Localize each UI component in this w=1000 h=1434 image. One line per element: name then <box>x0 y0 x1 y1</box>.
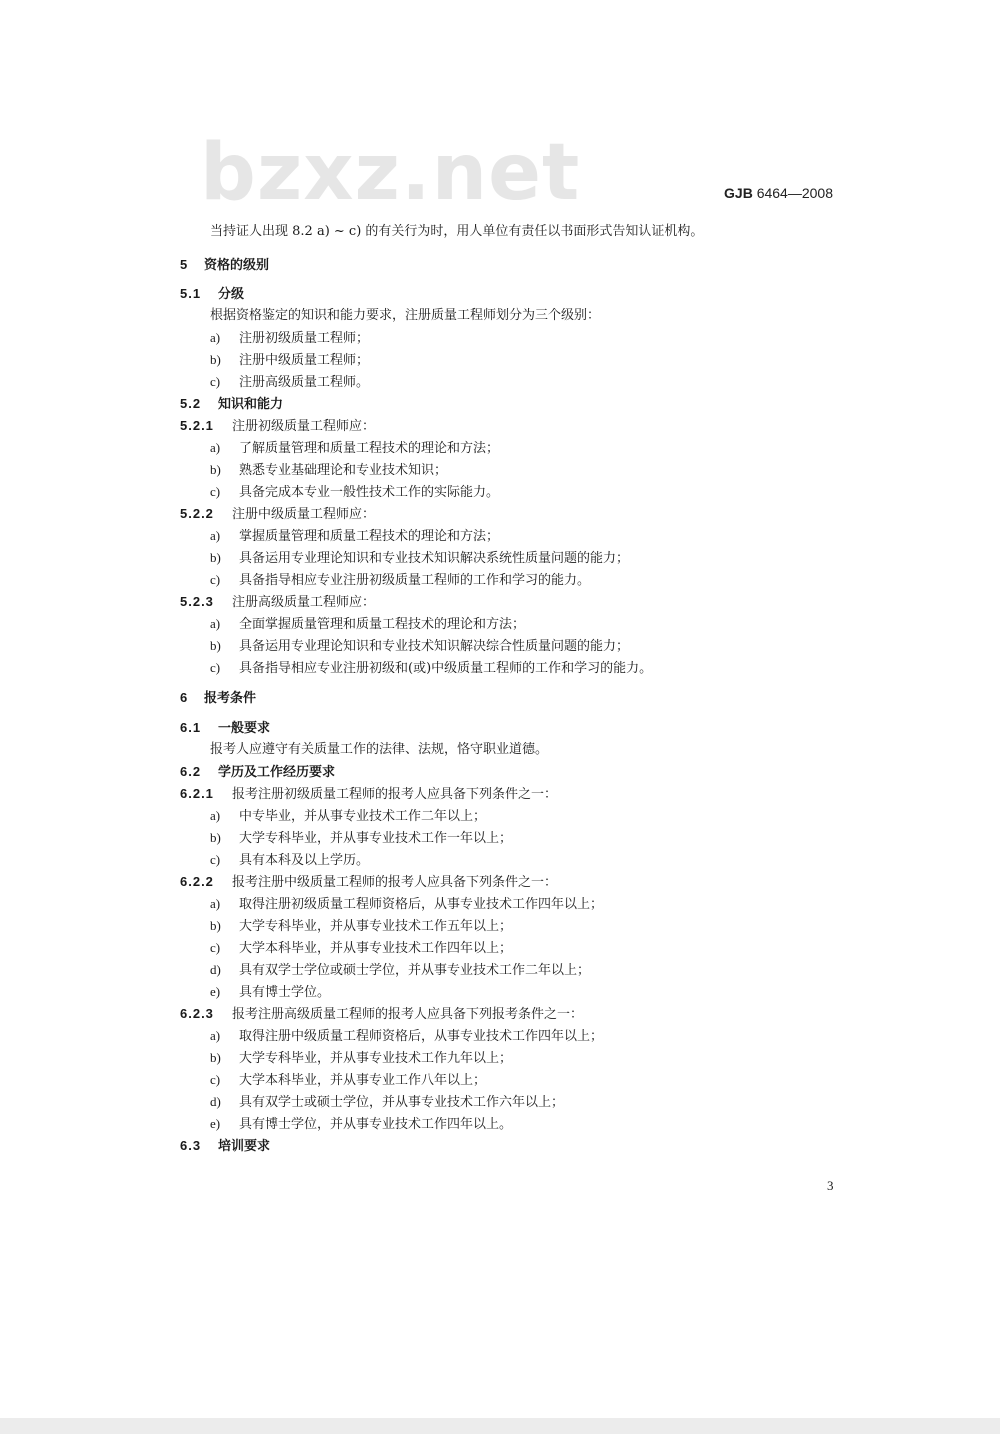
clause-title: 分级 <box>218 287 245 302</box>
clause-title: 一般要求 <box>218 721 271 736</box>
list-item: b) 注册中级质量工程师； <box>210 352 370 368</box>
list-item: b) 熟悉专业基础理论和专业技术知识； <box>210 462 448 478</box>
list-item: a) 注册初级质量工程师； <box>210 330 370 346</box>
list-item: c) 注册高级质量工程师。 <box>210 374 370 390</box>
intro-paragraph: 当持证人出现 8.2 a) ~ c) 的有关行为时，用人单位有责任以书面形式告知认证机构。 <box>210 224 704 239</box>
clause-5-1-heading <box>180 285 244 304</box>
clause-6-3-heading <box>180 1137 270 1156</box>
section-title: 报考条件 <box>204 691 257 706</box>
section-number: 6 <box>180 690 188 705</box>
clause-5-1-text: 根据资格鉴定的知识和能力要求，注册质量工程师划分为三个级别： <box>210 308 601 323</box>
clause-5-2-2: 5.2.2 注册中级质量工程师应： <box>180 506 376 522</box>
list-item: e) 具有博士学位，并从事专业技术工作四年以上。 <box>210 1116 513 1132</box>
list-item: d) 具有双学士或硕士学位，并从事专业技术工作六年以上； <box>210 1094 565 1110</box>
list-item: b) 大学专科毕业，并从事专业技术工作九年以上； <box>210 1050 513 1066</box>
bottom-scroll-strip <box>0 1418 1000 1434</box>
clause-6-1-heading <box>180 719 270 738</box>
clause-number: 5.2 <box>180 396 202 411</box>
list-item: c) 具备指导相应专业注册初级质量工程师的工作和学习的能力。 <box>210 572 591 588</box>
clause-6-2-3: 6.2.3 报考注册高级质量工程师的报考人应具备下列报考条件之一： <box>180 1006 584 1022</box>
list-item: b) 具备运用专业理论知识和专业技术知识解决综合性质量问题的能力； <box>210 638 630 654</box>
list-item: c) 大学本科毕业，并从事专业技术工作四年以上； <box>210 940 513 956</box>
clause-number: 6.1 <box>180 720 202 735</box>
clause-5-2-heading <box>180 395 283 414</box>
clause-6-1-text: 报考人应遵守有关质量工作的法律、法规，恪守职业道德。 <box>210 742 549 757</box>
standard-code-number: 6464—2008 <box>756 185 833 201</box>
list-item: d) 具有双学士学位或硕士学位，并从事专业技术工作二年以上； <box>210 962 591 978</box>
clause-6-2-heading <box>180 763 335 782</box>
clause-number: 5.2.2 <box>180 506 214 521</box>
clause-number: 5.2.3 <box>180 594 214 609</box>
watermark: bzxz.net <box>200 128 581 218</box>
clause-5-2-1: 5.2.1 注册初级质量工程师应： <box>180 418 376 434</box>
standard-code-prefix: GJB <box>724 185 753 201</box>
clause-number: 6.2.2 <box>180 874 214 889</box>
clause-5-2-3: 5.2.3 注册高级质量工程师应： <box>180 594 376 610</box>
clause-6-2-2: 6.2.2 报考注册中级质量工程师的报考人应具备下列条件之一： <box>180 874 558 890</box>
list-item: a) 取得注册中级质量工程师资格后，从事专业技术工作四年以上； <box>210 1028 604 1044</box>
clause-title: 知识和能力 <box>218 397 284 412</box>
clause-title: 学历及工作经历要求 <box>218 765 336 780</box>
clause-number: 6.3 <box>180 1138 202 1153</box>
list-item: b) 大学专科毕业，并从事专业技术工作一年以上； <box>210 830 513 846</box>
list-item: a) 了解质量管理和质量工程技术的理论和方法； <box>210 440 500 456</box>
list-item: a) 全面掌握质量管理和质量工程技术的理论和方法； <box>210 616 526 632</box>
list-item: a) 取得注册初级质量工程师资格后，从事专业技术工作四年以上； <box>210 896 604 912</box>
clause-number: 5.2.1 <box>180 418 214 433</box>
list-item: c) 具备完成本专业一般性技术工作的实际能力。 <box>210 484 500 500</box>
clause-number: 6.2 <box>180 764 202 779</box>
list-item: c) 具备指导相应专业注册初级和(或)中级质量工程师的工作和学习的能力。 <box>210 660 653 676</box>
section-number: 5 <box>180 257 188 272</box>
clause-number: 6.2.1 <box>180 786 214 801</box>
standard-code <box>724 185 833 201</box>
list-item: e) 具有博士学位。 <box>210 984 331 1000</box>
clause-6-2-1: 6.2.1 报考注册初级质量工程师的报考人应具备下列条件之一： <box>180 786 558 802</box>
section-title: 资格的级别 <box>204 258 270 273</box>
clause-number: 5.1 <box>180 286 202 301</box>
list-item: a) 掌握质量管理和质量工程技术的理论和方法； <box>210 528 500 544</box>
list-item: c) 大学本科毕业，并从事专业工作八年以上； <box>210 1072 487 1088</box>
section-5-heading <box>180 256 269 275</box>
list-item: b) 具备运用专业理论知识和专业技术知识解决系统性质量问题的能力； <box>210 550 630 566</box>
list-item: b) 大学专科毕业，并从事专业技术工作五年以上； <box>210 918 513 934</box>
page-number: 3 <box>827 1178 834 1193</box>
clause-title: 培训要求 <box>218 1139 271 1154</box>
list-item: a) 中专毕业，并从事专业技术工作二年以上； <box>210 808 487 824</box>
list-item: c) 具有本科及以上学历。 <box>210 852 370 868</box>
clause-number: 6.2.3 <box>180 1006 214 1021</box>
section-6-heading <box>180 689 256 708</box>
